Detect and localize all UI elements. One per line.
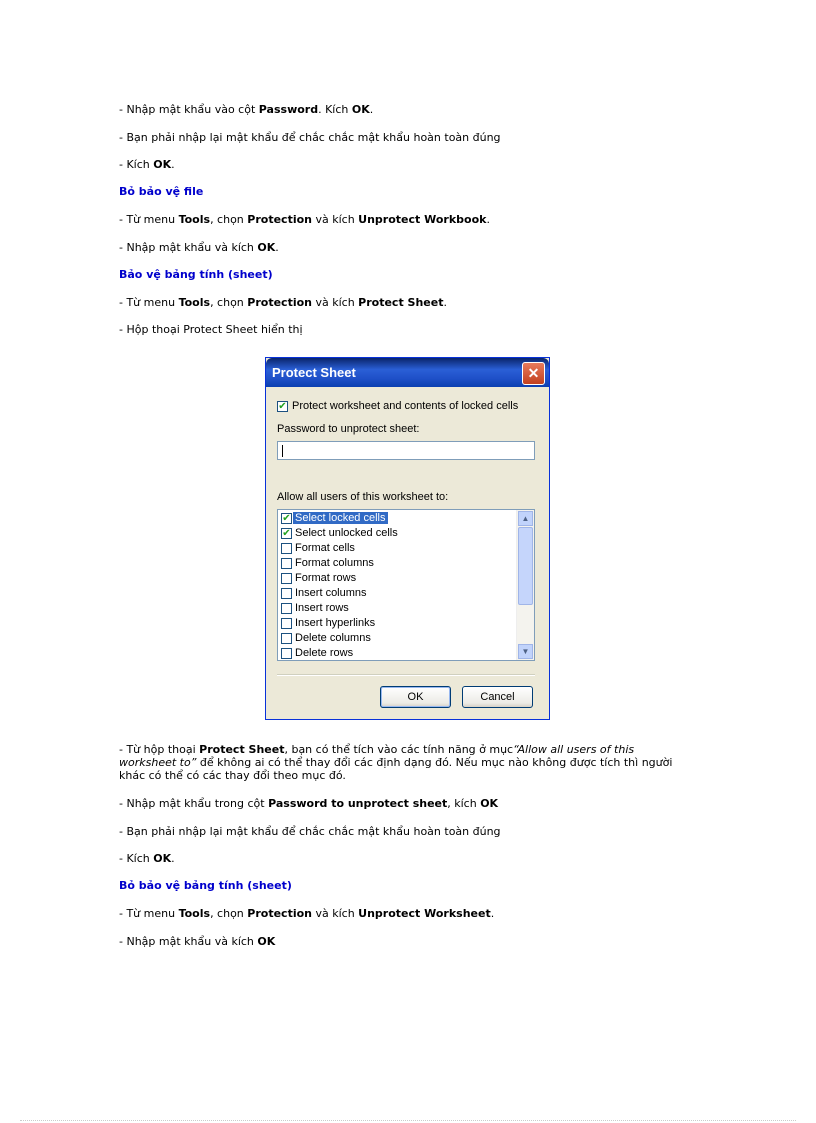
- permission-label: Delete rows: [295, 647, 354, 659]
- text-segment: - Từ menu: [119, 213, 179, 226]
- text-segment: OK: [351, 103, 370, 116]
- text-segment: Tools: [178, 213, 211, 226]
- text-segment: Unprotect Workbook: [358, 213, 487, 226]
- text-segment: .: [443, 296, 447, 309]
- text-segment: , kích: [447, 797, 481, 810]
- permission-label: Select locked cells: [295, 512, 386, 524]
- text-segment: - Nhập mật khẩu vào cột: [119, 103, 259, 116]
- permission-checkbox[interactable]: [281, 588, 292, 599]
- section-heading: Bỏ bảo vệ bảng tính (sheet): [119, 879, 292, 892]
- section-heading: Bỏ bảo vệ file: [119, 185, 204, 198]
- close-icon[interactable]: ✕: [522, 362, 545, 385]
- permission-item[interactable]: [278, 646, 515, 661]
- text-segment: OK: [153, 158, 172, 171]
- permission-checkbox[interactable]: [281, 573, 292, 584]
- allow-label: Allow all users of this worksheet to:: [277, 491, 449, 503]
- paragraph: [119, 743, 691, 782]
- text-segment: Password: [258, 103, 319, 116]
- text-segment: OK: [257, 935, 276, 948]
- text-segment: - Nhập mật khẩu và kích: [119, 241, 258, 254]
- text-segment: và kích: [311, 213, 359, 226]
- dialog-title: Protect Sheet: [272, 365, 356, 380]
- text-segment: Tools: [178, 296, 211, 309]
- paragraph: [119, 213, 699, 226]
- permission-checkbox[interactable]: ✔: [282, 528, 291, 539]
- password-label: Password to unprotect sheet:: [277, 423, 420, 435]
- permission-item[interactable]: [278, 586, 515, 601]
- permission-item[interactable]: [278, 571, 515, 586]
- permission-item[interactable]: [278, 556, 515, 571]
- text-cursor: [282, 445, 283, 457]
- paragraph: [119, 241, 699, 254]
- paragraph: [119, 103, 699, 116]
- text-segment: và kích: [311, 907, 359, 920]
- text-segment: , chọn: [210, 296, 248, 309]
- text-segment: - Nhập mật khẩu trong cột: [119, 797, 269, 810]
- text-segment: , chọn: [210, 907, 248, 920]
- text-segment: Protect Sheet: [358, 296, 444, 309]
- protect-checkbox[interactable]: ✔: [278, 401, 287, 412]
- paragraph: [119, 131, 699, 144]
- text-segment: . Kích: [318, 103, 352, 116]
- text-segment: - Bạn phải nhập lại mật khẩu để chắc chắc mật khẩu hoàn toàn đúng: [119, 131, 501, 144]
- text-segment: OK: [480, 797, 499, 810]
- paragraph: [119, 907, 699, 920]
- permission-label: Format rows: [295, 572, 357, 584]
- permission-checkbox[interactable]: ✔: [282, 513, 291, 524]
- text-segment: - Từ menu: [119, 296, 179, 309]
- text-segment: - Từ menu: [119, 907, 179, 920]
- permission-item[interactable]: [278, 526, 515, 541]
- paragraph: [119, 935, 699, 948]
- text-segment: Protection: [247, 907, 312, 920]
- text-segment: Protection: [247, 213, 312, 226]
- text-segment: Protection: [247, 296, 312, 309]
- text-segment: , chọn: [210, 213, 248, 226]
- text-segment: Password to unprotect sheet: [268, 797, 448, 810]
- text-segment: - Bạn phải nhập lại mật khẩu để chắc chắc mật khẩu hoàn toàn đúng: [119, 825, 501, 838]
- text-segment: OK: [153, 852, 172, 865]
- permission-checkbox[interactable]: [281, 543, 292, 554]
- dialog-titlebar: [266, 358, 549, 387]
- cancel-button[interactable]: Cancel: [462, 686, 533, 708]
- text-segment: Tools: [178, 907, 211, 920]
- ok-button[interactable]: OK: [380, 686, 451, 708]
- text-segment: “Allow all users of this worksheet to”: [119, 743, 635, 769]
- text-segment: để không ai có thể thay đổi các định dạng đó. Nếu mục nào không được tích thì người khác có thể có các thay đổi theo mục đó.: [119, 756, 673, 782]
- permission-item[interactable]: [278, 541, 515, 556]
- permissions-list[interactable]: [277, 509, 535, 661]
- section-heading: Bảo vệ bảng tính (sheet): [119, 268, 273, 281]
- page-footer-line: [20, 1120, 796, 1121]
- permission-checkbox[interactable]: [281, 558, 292, 569]
- paragraph: [119, 296, 699, 309]
- scroll-up-icon[interactable]: ▲: [518, 511, 533, 526]
- text-segment: .: [486, 213, 490, 226]
- text-segment: .: [171, 158, 175, 171]
- permission-checkbox[interactable]: [281, 633, 292, 644]
- scrollbar[interactable]: [516, 510, 534, 660]
- text-segment: - Từ hộp thoại: [119, 743, 200, 756]
- permission-label: Insert rows: [295, 602, 349, 614]
- paragraph: [119, 323, 699, 336]
- password-input[interactable]: [277, 441, 535, 460]
- scroll-thumb[interactable]: [518, 527, 533, 605]
- permission-label: Format columns: [295, 557, 374, 569]
- text-segment: - Hộp thoại Protect Sheet hiển thị: [119, 323, 303, 336]
- permission-checkbox[interactable]: [281, 603, 292, 614]
- text-segment: .: [369, 103, 374, 116]
- text-segment: Protect Sheet: [199, 743, 285, 756]
- permission-label: Insert hyperlinks: [295, 617, 376, 629]
- paragraph: [119, 825, 699, 838]
- paragraph: [119, 158, 699, 171]
- text-segment: .: [171, 852, 175, 865]
- text-segment: và kích: [311, 296, 359, 309]
- scroll-down-icon[interactable]: ▼: [518, 644, 533, 659]
- permission-label: Format cells: [295, 542, 355, 554]
- permission-label: Delete columns: [295, 632, 371, 644]
- permission-label: Insert columns: [295, 587, 367, 599]
- protect-checkbox-label: Protect worksheet and contents of locked cells: [292, 400, 519, 412]
- paragraph: [119, 852, 699, 865]
- text-segment: .: [275, 241, 279, 254]
- permission-checkbox[interactable]: [281, 648, 292, 659]
- paragraph: [119, 797, 699, 810]
- text-segment: Unprotect Worksheet: [358, 907, 491, 920]
- text-segment: - Kích: [119, 158, 154, 171]
- text-segment: - Kích: [119, 852, 154, 865]
- text-segment: - Nhập mật khẩu và kích: [119, 935, 258, 948]
- permission-item[interactable]: [278, 616, 515, 631]
- text-segment: OK: [257, 241, 276, 254]
- permission-item[interactable]: [278, 511, 515, 526]
- permission-label: Select unlocked cells: [295, 527, 398, 539]
- permission-item[interactable]: [278, 631, 515, 646]
- permission-checkbox[interactable]: [281, 618, 292, 629]
- text-segment: , bạn có thể tích vào các tính năng ở mục: [284, 743, 514, 756]
- divider: [277, 674, 535, 676]
- permission-item[interactable]: [278, 601, 515, 616]
- protect-sheet-dialog: [265, 357, 550, 720]
- text-segment: .: [490, 907, 495, 920]
